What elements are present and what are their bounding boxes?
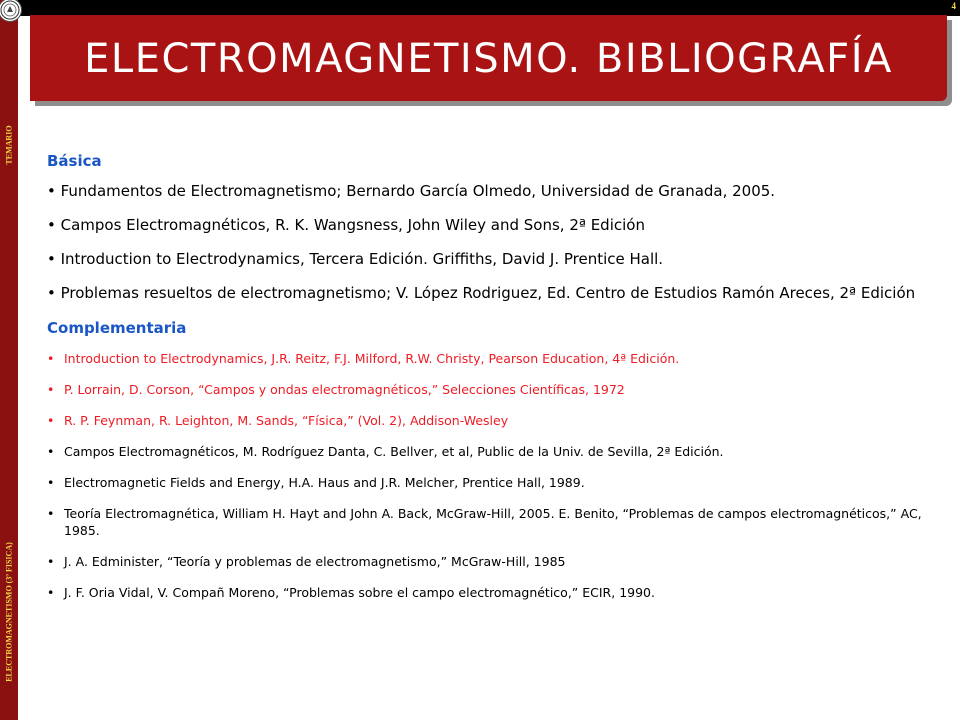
page-title: ELECTROMAGNETISMO. BIBLIOGRAFÍA [84,36,893,82]
university-seal-icon [0,0,22,22]
complementaria-item-1 [47,350,947,367]
complementaria-item-8 [47,584,947,601]
basica-heading: Básica [47,152,102,170]
complementaria-item-text: Introduction to Electrodynamics, J.R. Reitz, F.J. Milford, R.W. Christy, Pearson Education, 4ª Edición. [64,351,680,366]
complementaria-item-7 [47,553,947,570]
bullet-icon: • [47,506,55,521]
bullet-icon: • [47,585,55,600]
bullet-icon: • [47,413,55,428]
title-banner [30,15,947,101]
complementaria-item-text: J. F. Oria Vidal, V. Compañ Moreno, “Problemas sobre el campo electromagnético,” ECIR, 1990. [64,585,655,600]
left-sidebar [0,0,18,720]
basica-item-1: • Fundamentos de Electromagnetismo; Bernardo García Olmedo, Universidad de Granada, 2005. [47,182,776,200]
sidebar-course-label: ELECTROMAGNETISMO (3º FISICA) [4,542,14,682]
basica-item-4: • Problemas resueltos de electromagnetismo; V. López Rodriguez, Ed. Centro de Estudios Ramón Areces, 2ª Edición [47,284,916,302]
bullet-icon: • [47,382,55,397]
complementaria-item-text: Campos Electromagnéticos, M. Rodríguez Danta, C. Bellver, et al, Public de la Univ. de Sevilla, 2ª Edición. [64,444,724,459]
complementaria-item-5 [47,474,947,491]
bullet-icon: • [47,554,55,569]
bibliography-content [47,151,947,615]
complementaria-item-text: J. A. Edminister, “Teoría y problemas de electromagnetismo,” McGraw-Hill, 1985 [64,554,566,569]
complementaria-item-2 [47,381,947,398]
sidebar-temario-link[interactable]: TEMARIO [4,125,14,165]
complementaria-item-text: Teoría Electromagnética, William H. Hayt and John A. Back, McGraw-Hill, 2005. E. Benito, “Problemas de campos electromagnéticos,” AC, 1985. [64,506,922,538]
basica-item-3: • Introduction to Electrodynamics, Tercera Edición. Griffiths, David J. Prentice Hall. [47,250,664,268]
complementaria-heading: Complementaria [47,319,187,337]
complementaria-item-text: Electromagnetic Fields and Energy, H.A. Haus and J.R. Melcher, Prentice Hall, 1989. [64,475,585,490]
basica-item-2: • Campos Electromagnéticos, R. K. Wangsness, John Wiley and Sons, 2ª Edición [47,216,645,234]
complementaria-item-4 [47,443,947,460]
bullet-icon: • [47,351,55,366]
complementaria-item-text: P. Lorrain, D. Corson, “Campos y ondas electromagnéticos,” Selecciones Científicas, 1972 [64,382,625,397]
complementaria-item-3 [47,412,947,429]
complementaria-item-6 [47,505,947,539]
bullet-icon: • [47,475,55,490]
top-bar [0,0,960,16]
page-number: 4 [951,1,956,11]
complementaria-item-text: R. P. Feynman, R. Leighton, M. Sands, “Física,” (Vol. 2), Addison-Wesley [64,413,509,428]
bullet-icon: • [47,444,55,459]
